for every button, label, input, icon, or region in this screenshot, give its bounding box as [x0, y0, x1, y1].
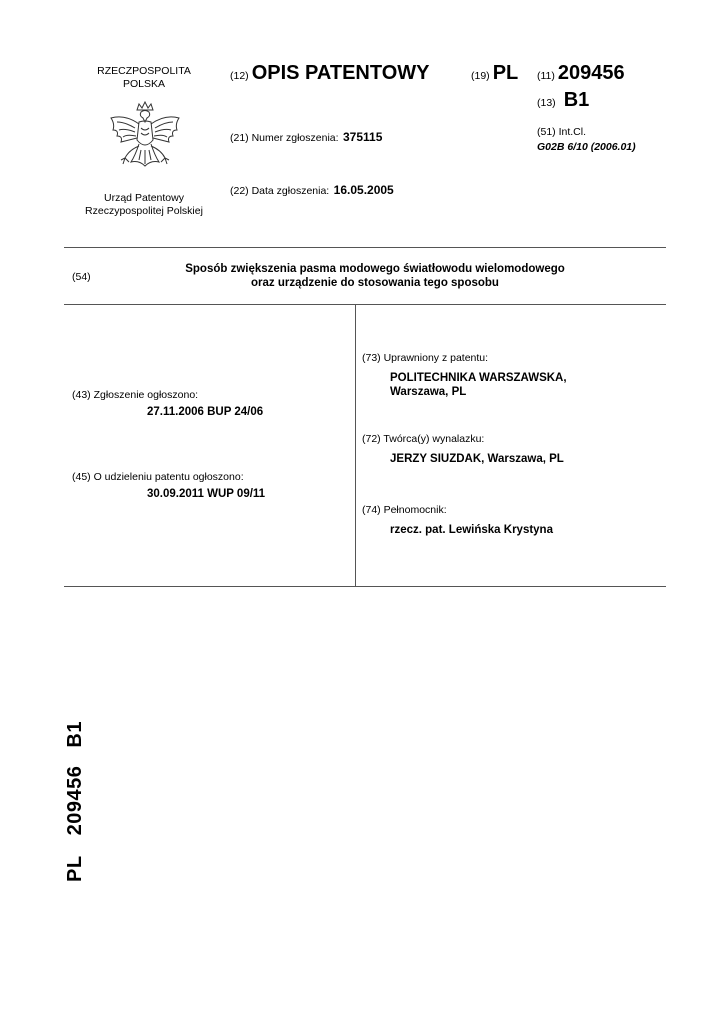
patent-number: [537, 62, 625, 85]
inventor-label: (72) Twórca(y) wynalazku:: [362, 433, 485, 445]
patent-number-value: 209456: [557, 62, 625, 84]
int-cl-value: G02B 6/10 (2006.01): [537, 141, 636, 153]
grant-value: 30.09.2011 WUP 09/11: [147, 488, 266, 500]
document-type: [230, 62, 429, 85]
inventor-value: JERZY SIUZDAK, Warszawa, PL: [390, 453, 564, 465]
document-type-code: (12): [230, 70, 249, 82]
divider-middle: [64, 304, 666, 305]
title-line1: Sposób zwiększenia pasma modowego światłowodu wielomodowego: [185, 263, 565, 275]
owner-location: Warszawa, PL: [390, 386, 467, 398]
filing-date: [230, 181, 394, 199]
kind-code: [537, 89, 589, 112]
coat-of-arms-eagle-icon: [105, 100, 185, 182]
country-name-line2: POLSKA: [122, 78, 166, 90]
office-name-line1: Urząd Patentowy: [104, 192, 184, 204]
country-name-line1: RZECZPOSPOLITA: [97, 65, 191, 77]
country-code-label: (19): [471, 70, 490, 82]
grant-label: (45) O udzieleniu patentu ogłoszono:: [72, 471, 244, 483]
kind-code-label: (13): [537, 97, 556, 109]
document-type-title: OPIS PATENTOWY: [251, 62, 430, 84]
country-code-value: PL: [492, 62, 519, 84]
attorney-value: rzecz. pat. Lewińska Krystyna: [390, 524, 553, 536]
side-number: 209456: [64, 765, 86, 836]
filing-date-value: 16.05.2005: [333, 183, 394, 197]
title-line2: oraz urządzenie do stosowania tego sposobu: [251, 277, 499, 289]
country-code: [471, 62, 518, 85]
side-kind: B1: [64, 720, 86, 748]
title-code: (54): [72, 271, 91, 283]
application-number: [230, 128, 382, 146]
side-country: PL: [64, 855, 86, 882]
divider-bottom: [64, 586, 666, 587]
filing-date-label: (22) Data zgłoszenia:: [230, 185, 330, 197]
divider-vertical: [355, 304, 356, 586]
side-patent-label: [64, 721, 87, 882]
owner-label: (73) Uprawniony z patentu:: [362, 352, 489, 364]
publication-label: (43) Zgłoszenie ogłoszono:: [72, 389, 199, 401]
office-name-line2: Rzeczypospolitej Polskiej: [85, 205, 203, 217]
application-number-label: (21) Numer zgłoszenia:: [230, 132, 339, 144]
attorney-label: (74) Pełnomocnik:: [362, 504, 447, 516]
application-number-value: 375115: [343, 130, 383, 144]
publication-value: 27.11.2006 BUP 24/06: [147, 406, 264, 418]
int-cl-label: (51) Int.Cl.: [537, 126, 587, 138]
divider-top: [64, 247, 666, 248]
kind-code-value: B1: [563, 89, 590, 111]
patent-number-label: (11): [537, 70, 555, 82]
owner-name: POLITECHNIKA WARSZAWSKA,: [390, 372, 567, 384]
